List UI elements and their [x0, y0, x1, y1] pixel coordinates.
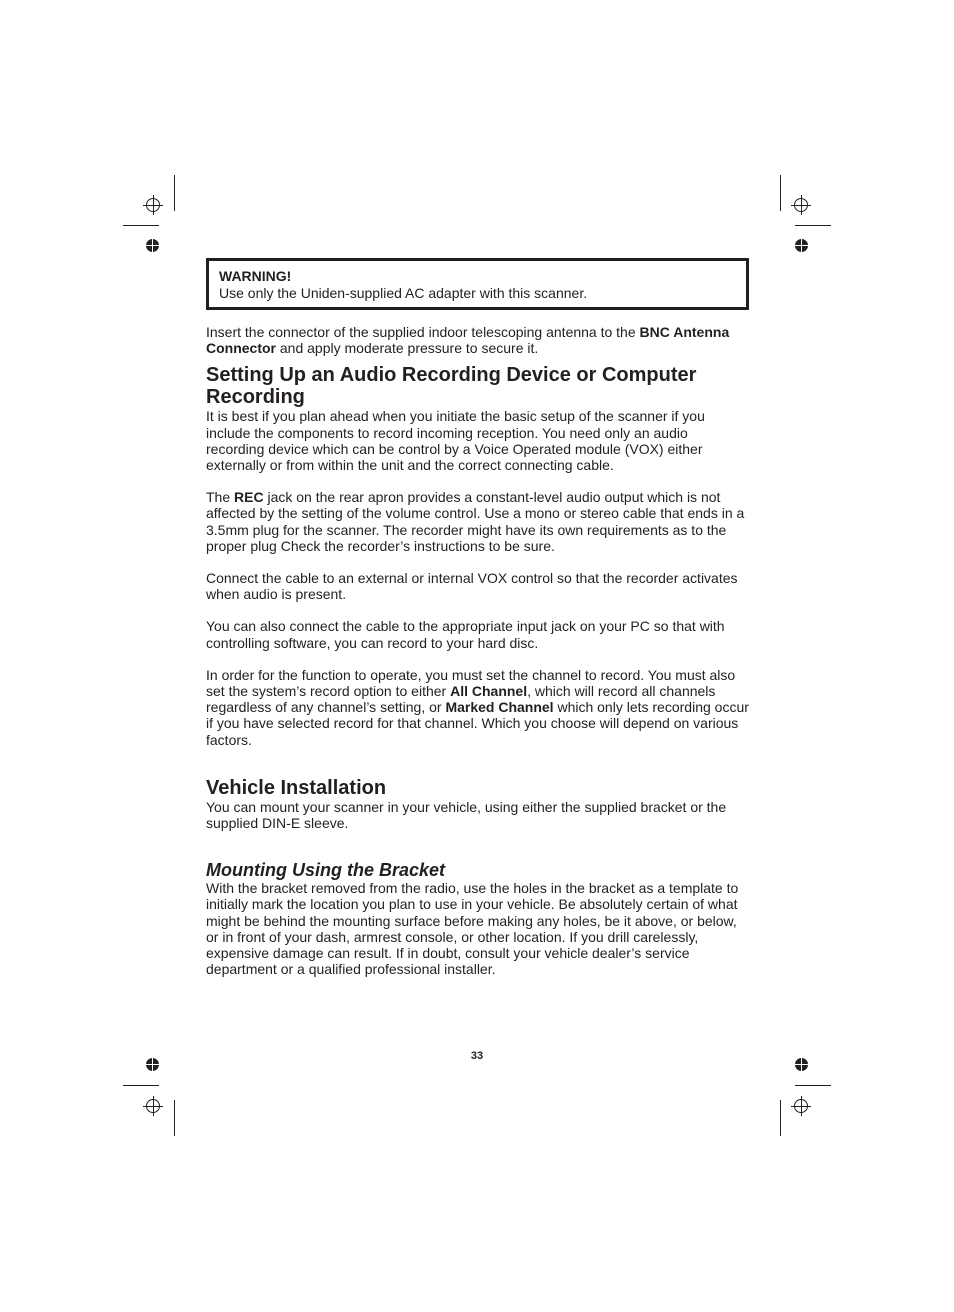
antenna-text-end: and apply moderate pressure to secure it.: [276, 340, 539, 357]
registration-target-icon: [146, 198, 160, 212]
warning-title: WARNING!: [219, 268, 292, 284]
crop-mark-top-left-vertical: [174, 175, 175, 211]
crop-mark-bottom-right-horizontal: [795, 1085, 831, 1086]
antenna-text: Insert the connector of the supplied indoor telescoping antenna to the: [206, 324, 640, 340]
bracket-heading: Mounting Using the Bracket: [206, 860, 446, 881]
text: The: [206, 489, 235, 506]
antenna-connector-term: BNC Antenna Connector: [206, 324, 730, 357]
registration-target-icon: [794, 198, 808, 212]
crop-mark-bottom-right-vertical: [780, 1100, 781, 1136]
text: which only lets recording occur if you have selected record for that channel. Which you choose will depend on various factors.: [206, 699, 749, 748]
registration-target-icon: [146, 1099, 160, 1113]
vehicle-paragraph: You can mount your scanner in your vehicle, using either the supplied bracket or the supplied DIN-E sleeve.: [206, 798, 727, 832]
marked-channel-term: Marked Channel: [445, 699, 554, 716]
recording-heading: Setting Up an Audio Recording Device or Computer Recording: [206, 364, 697, 409]
recording-paragraph-5: [206, 667, 749, 748]
recording-paragraph-4: You can also connect the cable to the appropriate input jack on your PC so that with controlling software, you can record to your hard disc.: [206, 618, 725, 651]
bracket-paragraph: With the bracket removed from the radio, use the holes in the bracket as a template to initially mark the location you plan to use in your vehicle. Be absolutely certain of what might be behind the mounting surface before making any holes, be it above, or below, or in front of your dash, armrest console, or other location. If you drill carelessly, expensive damage can result. If in doubt, consult your vehicle dealer’s service department or a qualified professional installer.: [206, 880, 739, 978]
all-channel-term: All Channel: [450, 683, 528, 700]
warning-box: [206, 258, 749, 310]
rec-jack-term: REC: [234, 489, 264, 506]
page-number: 33: [470, 1050, 484, 1062]
crop-mark-bottom-left-horizontal: [123, 1085, 159, 1086]
registration-dot-icon: [795, 239, 808, 252]
warning-text: Use only the Uniden-supplied AC adapter with this scanner.: [219, 285, 588, 301]
recording-paragraph-3: Connect the cable to an external or internal VOX control so that the recorder activates when audio is present.: [206, 570, 738, 603]
crop-mark-top-left-horizontal: [123, 225, 159, 226]
crop-mark-top-right-horizontal: [795, 225, 831, 226]
recording-paragraph-2: [206, 489, 749, 554]
registration-target-icon: [794, 1099, 808, 1113]
text: , which will record all channels regardless of any channel’s setting, or: [206, 683, 716, 716]
crop-mark-top-right-vertical: [780, 175, 781, 211]
registration-dot-icon: [146, 239, 159, 252]
page-content: [206, 258, 749, 977]
recording-paragraph-1: It is best if you plan ahead when you initiate the basic setup of the scanner if you include the components to record incoming reception. You need only an audio recording device which can be control by a Voice Operated module (VOX) either externally or from within the unit and the correct connecting cable.: [206, 408, 705, 474]
crop-mark-bottom-left-vertical: [174, 1100, 175, 1136]
vehicle-heading: Vehicle Installation: [206, 776, 387, 799]
text: jack on the rear apron provides a constant-level audio output which is not affected by the setting of the volume control. Use a mono or stereo cable that ends in a 3.5mm plug for the scanner. The recorder might have its own requirements as to the proper plug Check the recorder’s instructions to be sure.: [206, 489, 745, 554]
antenna-paragraph: [206, 324, 749, 356]
text: In order for the function to operate, you must set the channel to record. You must also set the system’s record option to either: [206, 666, 736, 700]
